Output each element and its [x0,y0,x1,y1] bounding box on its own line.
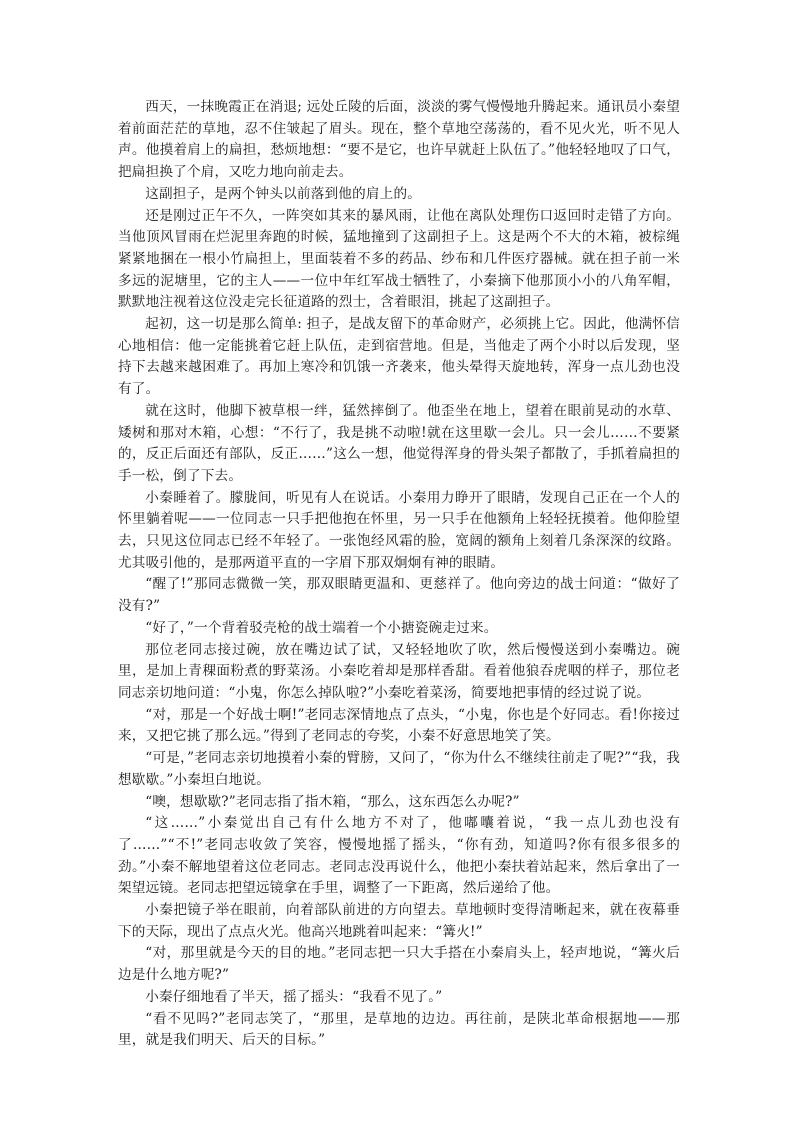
paragraph-9: 那位老同志接过碗，放在嘴边试了试，又轻轻地吹了吹，然后慢慢送到小秦嘴边。碗里，是加上青稞面粉煮的野菜汤。小秦吃着却是那样香甜。看着他狼吞虎咽的样子，那位老同志亲切地问道：“小鬼，你怎么掉队啦?”小秦吃着菜汤，简要地把事情的经过说了说。 [118,641,680,701]
paragraph-4: 起初，这一切是那么简单: 担子，是战友留下的革命财产，必须挑上它。因此，他满怀信心地相信：他一定能挑着它赶上队伍，走到宿营地。但是，当他走了两个小时以后发现，坚持下去越来越困难了。再加上寒冷和饥饿一齐袭来，他头晕得天旋地转，浑身一点儿劲也没有了。 [118,316,680,398]
paragraph-14: 小秦把镜子举在眼前，向着部队前进的方向望去。草地顿时变得清晰起来，就在夜幕垂下的天际，现出了点点火光。他高兴地跳着叫起来：“篝火!” [118,902,680,940]
paragraph-17: “看不见吗?”老同志笑了，“那里，是草地的边边。再往前，是陕北革命根据地——那里，就是我们明天、后天的目标。” [118,1010,680,1049]
paragraph-8: “好了，”一个背着驳壳枪的战士端着一个小搪瓷碗走过来。 [145,619,498,636]
paragraph-6: 小秦睡着了。朦胧间，听见有人在说话。小秦用力睁开了眼睛，发现自己正在一个人的怀里躺着呢——一位同志一只手把他抱在怀里，另一只手在他额角上轻轻抚摸着。他仰脸望去，只见这位同志已经不年轻了。一张饱经风霜的脸，宽阔的额角上刻着几条深深的纹路。尤其吸引他的，是那两道平直的一字眉下那双炯炯有神的眼睛。 [118,489,680,571]
paragraph-10: “对，那是一个好战士啊!”老同志深情地点了点头，“小鬼，你也是个好同志。看!你接过来，又把它挑了那么远。”得到了老同志的夸奖，小秦不好意思地笑了笑。 [118,706,680,745]
paragraph-5: 就在这时，他脚下被草根一绊，猛然摔倒了。他歪坐在地上，望着在眼前晃动的水草、矮树和那对木箱，心想：“不行了，我是挑不动啦!就在这里歇一会儿。只一会儿……不要紧的，反正后面还有部队，反正……”这么一想，他觉得浑身的骨头架子都散了，手抓着扁担的手一松，倒了下去。 [118,402,680,484]
paragraph-7: “醒了!”那同志微微一笑，那双眼睛更温和、更慈祥了。他向旁边的战士问道：“做好了没有?” [118,576,680,615]
paragraph-3: 还是刚过正午不久，一阵突如其来的暴风雨，让他在离队处理伤口返回时走错了方向。当他顶风冒雨在烂泥里奔跑的时候，猛地撞到了这副担子上。这是两个不大的木箱，被棕绳紧紧地捆在一根小竹扁担上，里面装着不多的药品、纱布和几件医疗器械。就在担子前一米多远的泥塘里，它的主人——一位中年红军战士牺牲了，小秦摘下他那顶小小的八角军帽，默默地注视着这位没走完长征道路的烈士，含着眼泪，挑起了这副担子。 [118,207,680,311]
paragraph-2: 这副担子，是两个钟头以前落到他的肩上的。 [145,185,422,202]
paragraph-1: 西天，一抹晚霞正在消退; 远处丘陵的后面，淡淡的雾气慢慢地升腾起来。通讯员小秦望着前面茫茫的草地，忍不住皱起了眉头。现在，整个草地空荡荡的，看不见火光，听不见人声。他摸着肩上的扁担，愁烦地想：“要不是它，也许早就赶上队伍了。”他轻轻地叹了口气，把扁担换了个肩，又吃力地向前走去。 [118,99,680,181]
paragraph-12: “噢，想歇歇?”老同志指了指木箱，“那么，这东西怎么办呢?” [145,793,520,810]
document-page [118,97,680,1052]
paragraph-11: “可是，”老同志亲切地摸着小秦的臂膀，又问了，“你为什么不继续往前走了呢?”“我，我想歇歇。”小秦坦白地说。 [118,750,680,788]
paragraph-16: 小秦仔细地看了半天，摇了摇头：“我看不见了。” [145,988,443,1005]
paragraph-15: “对，那里就是今天的目的地。”老同志把一只大手搭在小秦肩头上，轻声地说，“篝火后边是什么地方呢?” [118,945,680,984]
paragraph-13: “这……”小秦觉出自己有什么地方不对了，他嘟囔着说，“我一点儿劲也没有了……”“不!”老同志收敛了笑容，慢慢地摇了摇头，“你有劲，知道吗?你有很多很多的劲。”小秦不解地望着这位老同志。老同志没再说什么，他把小秦扶着站起来，然后拿出了一架望远镜。老同志把望远镜拿在手里，调整了一下距离，然后递给了他。 [118,815,680,897]
